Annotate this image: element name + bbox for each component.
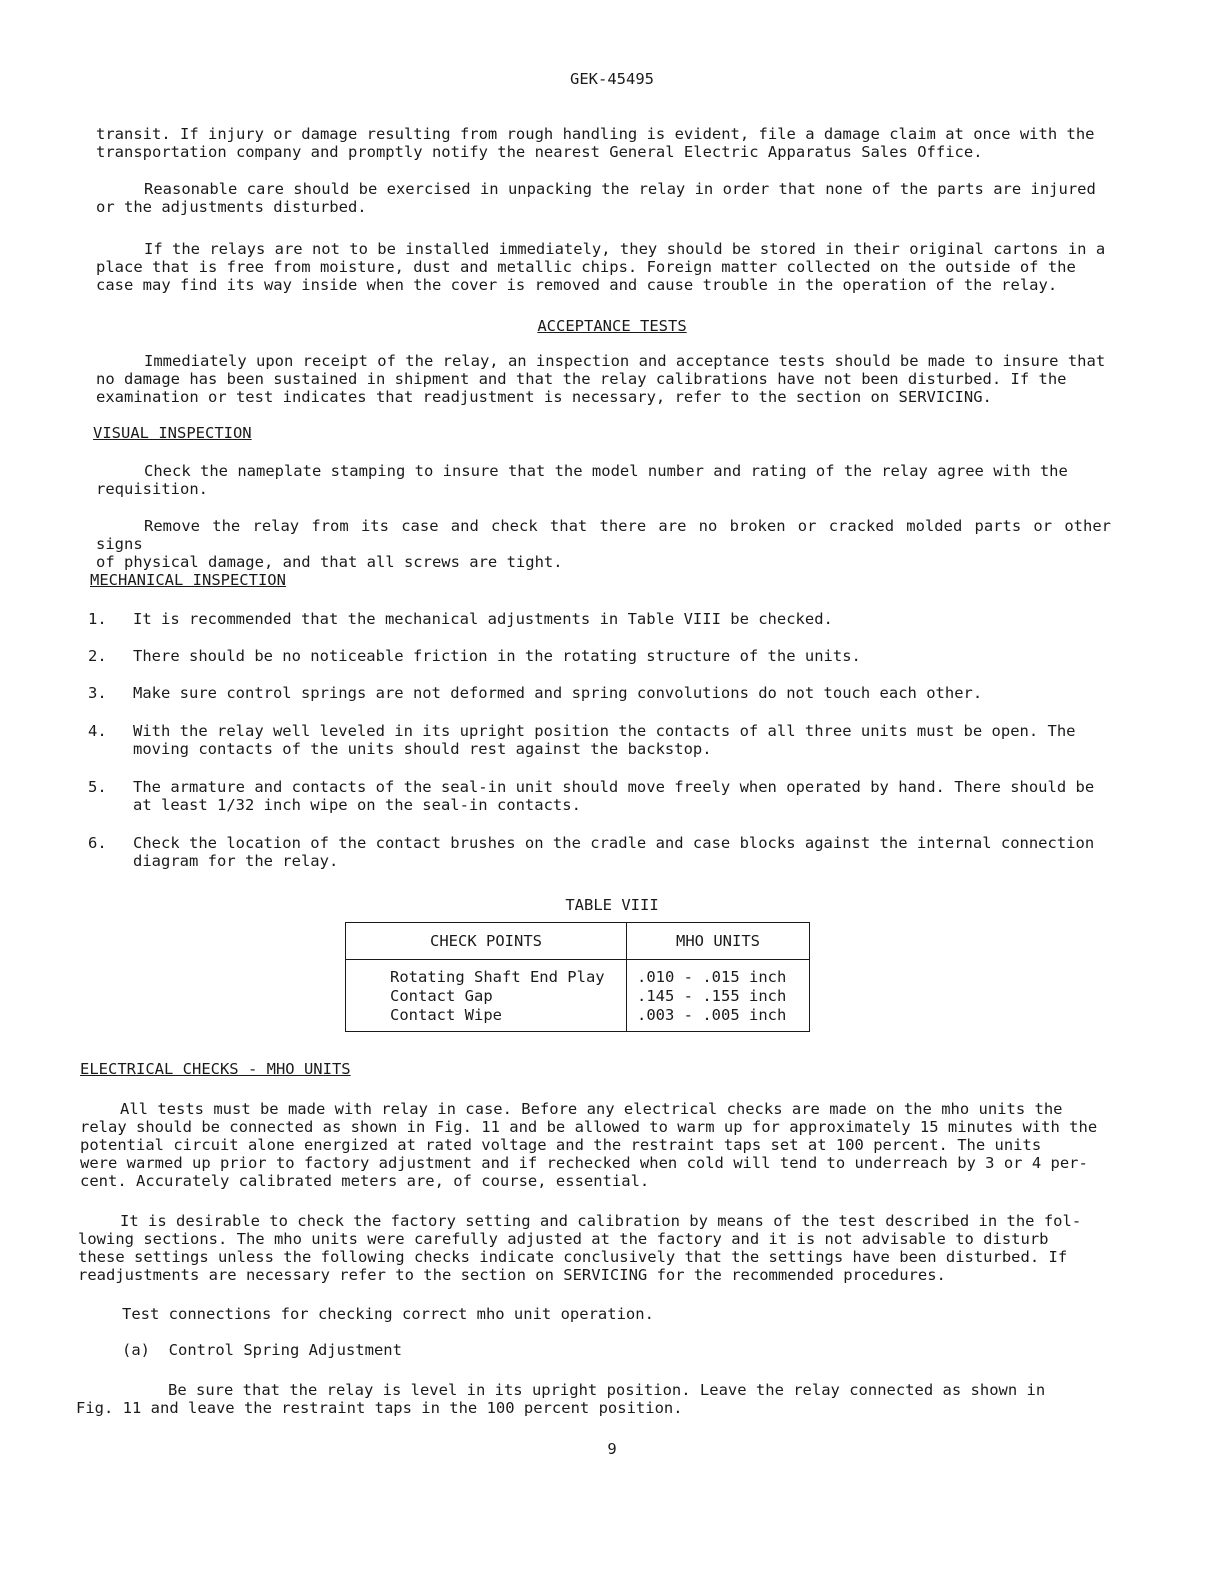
- text-line: Remove the relay from its case and check that there are no broken or cracked molded parts or other signs: [96, 517, 1111, 553]
- page-number: 9: [607, 1440, 617, 1458]
- item-number: 6.: [88, 834, 107, 852]
- text-line: relay should be connected as shown in Fig. 11 and be allowed to warm up for approximately 15 minutes with the: [80, 1118, 1098, 1136]
- item-number: 4.: [88, 722, 107, 740]
- item-text: It is recommended that the mechanical adjustments in Table VIII be checked.: [133, 610, 833, 628]
- text-line: Be sure that the relay is level in its upright position. Leave the relay connected as shown in: [168, 1381, 1046, 1399]
- table-row: [346, 960, 810, 1032]
- text-line: at least 1/32 inch wipe on the seal-in contacts.: [133, 796, 581, 814]
- text-line: no damage has been sustained in shipment and that the relay calibrations have not been disturbed. If the: [96, 370, 1067, 388]
- paragraph-nameplate: [96, 462, 1111, 498]
- paragraph-unpacking: [96, 180, 1111, 216]
- text-line: diagram for the relay.: [133, 852, 339, 870]
- text-line: were warmed up prior to factory adjustment and if rechecked when cold will tend to underreach by 3 or 4 per-: [80, 1154, 1088, 1172]
- text-line: Check the nameplate stamping to insure that the model number and rating of the relay agree with the: [144, 462, 1068, 480]
- paragraph-factory-setting: [78, 1212, 1098, 1284]
- paragraph-test-connections: Test connections for checking correct mho unit operation.: [122, 1305, 654, 1323]
- heading-electrical-checks: ELECTRICAL CHECKS - MHO UNITS: [80, 1060, 351, 1078]
- item-text: There should be no noticeable friction in the rotating structure of the units.: [133, 647, 861, 665]
- text-line: these settings unless the following checks indicate conclusively that the settings have been disturbed. If: [78, 1248, 1068, 1266]
- text-line: transit. If injury or damage resulting from rough handling is evident, file a damage claim at once with the: [96, 125, 1095, 143]
- item-number: 1.: [88, 610, 107, 628]
- text-line: transportation company and promptly notify the nearest General Electric Apparatus Sales Office.: [96, 143, 983, 161]
- text-line: cent. Accurately calibrated meters are, of course, essential.: [80, 1172, 650, 1190]
- paragraph-transit: [96, 125, 1111, 161]
- paragraph-acceptance: [96, 352, 1111, 406]
- column-header-check-points: CHECK POINTS: [346, 923, 627, 960]
- text-line: potential circuit alone energized at rated voltage and the restraint taps set at 100 percent. The units: [80, 1136, 1042, 1154]
- text-line: Fig. 11 and leave the restraint taps in the 100 percent position.: [76, 1399, 683, 1417]
- heading-acceptance-tests: ACCEPTANCE TESTS: [537, 317, 687, 335]
- item-number: 2.: [88, 647, 107, 665]
- check-points-cell: [346, 960, 627, 1032]
- mho-units-cell: [627, 960, 810, 1032]
- text-line: examination or test indicates that readjustment is necessary, refer to the section on SERVICING.: [96, 388, 992, 406]
- item-text: [133, 834, 1111, 870]
- heading-mechanical-inspection: MECHANICAL INSPECTION: [90, 571, 286, 589]
- text-line: It is desirable to check the factory setting and calibration by means of the test described in the fol-: [120, 1212, 1082, 1230]
- text-line: case may find its way inside when the cover is removed and cause trouble in the operation of the relay.: [96, 276, 1058, 294]
- text-line: Check the location of the contact brushes on the cradle and case blocks against the internal connection: [133, 834, 1095, 852]
- text-line: The armature and contacts of the seal-in unit should move freely when operated by hand. There should be: [133, 778, 1095, 796]
- item-text: Make sure control springs are not deformed and spring convolutions do not touch each other.: [133, 684, 983, 702]
- text-line: Reasonable care should be exercised in unpacking the relay in order that none of the parts are injured: [144, 180, 1096, 198]
- table-header-row: [346, 923, 810, 960]
- text-line: With the relay well leveled in its upright position the contacts of all three units must be open. The: [133, 722, 1076, 740]
- item-number: 5.: [88, 778, 107, 796]
- table-cell-text: Contact Wipe: [390, 1006, 502, 1024]
- document-number: GEK-45495: [570, 70, 654, 88]
- text-line: All tests must be made with relay in case. Before any electrical checks are made on the mho units the: [120, 1100, 1063, 1118]
- table-cell-text: Contact Gap: [390, 987, 493, 1005]
- table-cell-text: .003 - .005 inch: [637, 1006, 787, 1024]
- table-cell-text: .145 - .155 inch: [637, 987, 787, 1005]
- text-line: readjustments are necessary refer to the section on SERVICING for the recommended procedures.: [78, 1266, 946, 1284]
- paragraph-level-relay: [76, 1381, 1058, 1417]
- item-text: [133, 778, 1111, 814]
- paragraph-storage: [96, 240, 1111, 294]
- table-cell-text: Rotating Shaft End Play: [390, 968, 605, 986]
- subheading-control-spring-adjustment: (a) Control Spring Adjustment: [122, 1341, 402, 1359]
- text-line: requisition.: [96, 480, 208, 498]
- text-line: moving contacts of the units should rest against the backstop.: [133, 740, 712, 758]
- text-line: lowing sections. The mho units were carefully adjusted at the factory and it is not advisable to disturb: [78, 1230, 1049, 1248]
- column-header-mho-units: MHO UNITS: [627, 923, 810, 960]
- paragraph-electrical-tests: [80, 1100, 1098, 1190]
- text-line: or the adjustments disturbed.: [96, 198, 367, 216]
- table-cell-text: .010 - .015 inch: [637, 968, 787, 986]
- text-line: If the relays are not to be installed immediately, they should be stored in their original cartons in a: [144, 240, 1106, 258]
- text-line: Immediately upon receipt of the relay, an inspection and acceptance tests should be made to insure that: [144, 352, 1106, 370]
- table-caption: TABLE VIII: [565, 896, 659, 914]
- mechanical-adjustments-table: [345, 922, 810, 1032]
- text-line: place that is free from moisture, dust and metallic chips. Foreign matter collected on the outside of the: [96, 258, 1076, 276]
- text-line: of physical damage, and that all screws are tight.: [96, 553, 563, 571]
- item-text: [133, 722, 1111, 758]
- item-number: 3.: [88, 684, 107, 702]
- heading-visual-inspection: VISUAL INSPECTION: [93, 424, 252, 442]
- paragraph-remove-relay: [96, 517, 1111, 571]
